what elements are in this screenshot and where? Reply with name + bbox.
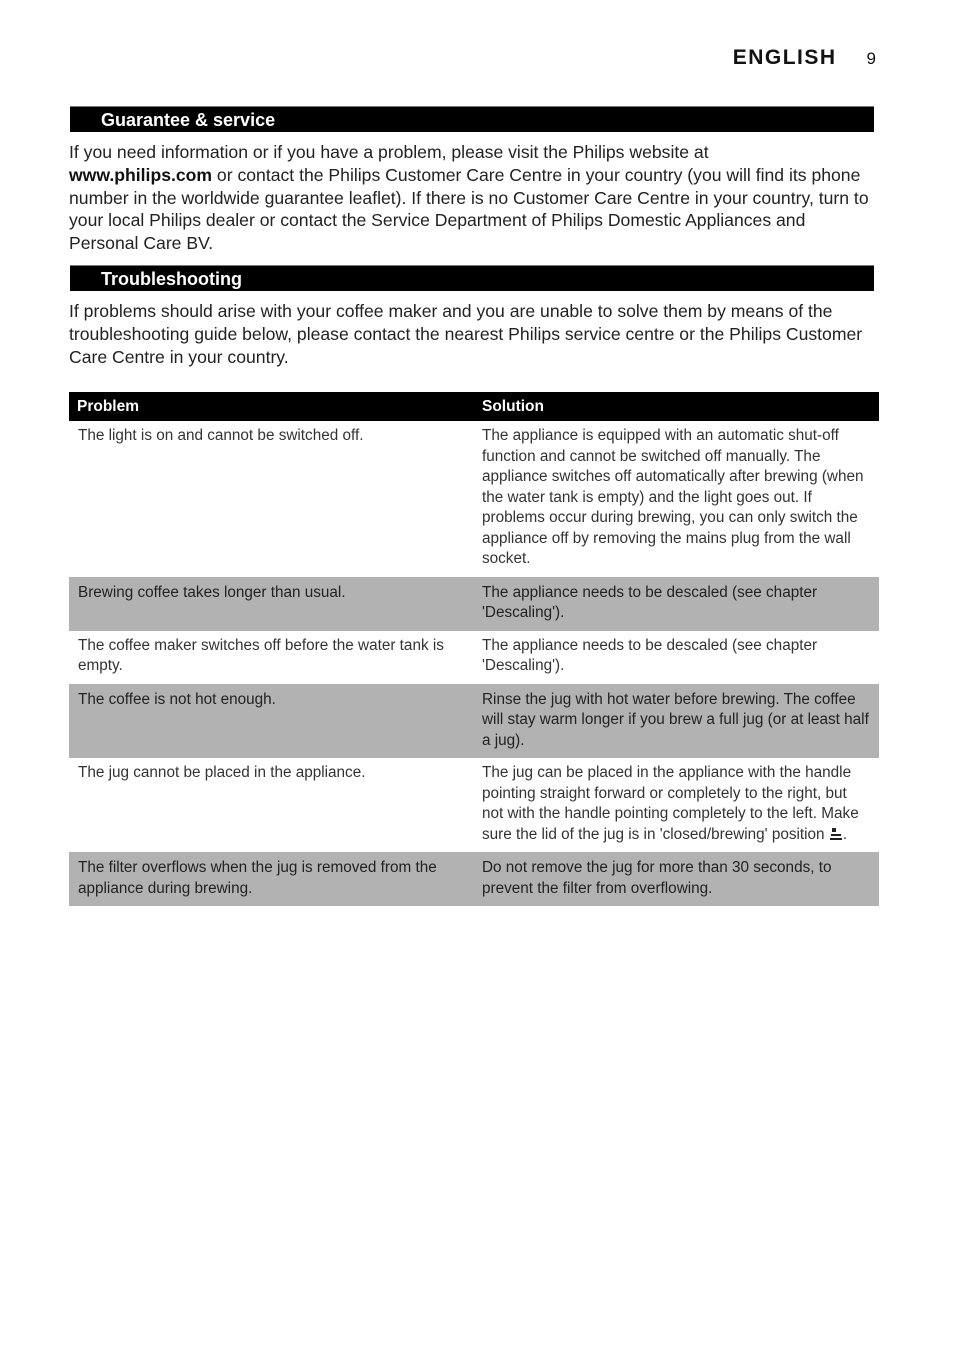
troubleshooting-intro: If problems should arise with your coffee maker and you are unable to solve them by means of the troubleshooting guide below, please contact the nearest Philips service centre or the Philips Customer Care Centre in your country. bbox=[69, 301, 863, 367]
troubleshooting-section-heading: Troubleshooting bbox=[70, 265, 874, 291]
problem-cell: The light is on and cannot be switched off. bbox=[69, 421, 474, 577]
table-header-row bbox=[69, 392, 879, 421]
problem-cell: The coffee is not hot enough. bbox=[69, 684, 474, 758]
solution-cell: The appliance needs to be descaled (see chapter 'Descaling'). bbox=[474, 577, 879, 631]
solution-text: The jug can be placed in the appliance with the handle pointing straight forward or completely to the right, but not with the handle pointing completely to the left. Make sure the lid of the jug is in 'closed/brewing' position bbox=[482, 764, 859, 843]
column-header-problem: Problem bbox=[69, 392, 474, 421]
solution-cell: Rinse the jug with hot water before brewing. The coffee will stay warm longer if you brew a full jug (or at least half a jug). bbox=[474, 684, 879, 758]
guarantee-paragraph bbox=[69, 141, 875, 255]
table-row bbox=[69, 421, 879, 577]
philips-website-link[interactable]: www.philips.com bbox=[69, 164, 213, 185]
table-row bbox=[69, 684, 879, 758]
table-row bbox=[69, 577, 879, 631]
problem-cell: The coffee maker switches off before the water tank is empty. bbox=[69, 631, 474, 685]
guarantee-text-after: or contact the Philips Customer Care Centre in your country (you will find its phone number in the worldwide guarantee leaflet). If there is no Customer Care Centre in your country, turn to your local Philips dealer or contact the Service Department of Philips Domestic Appliances and Personal Care BV. bbox=[69, 164, 869, 254]
problem-cell: The filter overflows when the jug is removed from the appliance during brewing. bbox=[69, 853, 474, 907]
page-number: 9 bbox=[866, 49, 876, 68]
solution-cell bbox=[474, 758, 879, 853]
language-label: ENGLISH bbox=[732, 46, 837, 69]
page-header bbox=[733, 46, 876, 70]
guarantee-section-heading: Guarantee & service bbox=[70, 106, 874, 132]
solution-cell: The appliance is equipped with an automatic shut-off function and cannot be switched off manually. The appliance switches off automatically after brewing (when the water tank is empty) and the light goes out. If problems occur during brewing, you can only switch the appliance off by removing the mains plug from the wall socket. bbox=[474, 421, 879, 577]
troubleshooting-table bbox=[69, 392, 879, 906]
problem-cell: Brewing coffee takes longer than usual. bbox=[69, 577, 474, 631]
guarantee-text-before: If you need information or if you have a problem, please visit the Philips website at bbox=[69, 142, 709, 162]
solution-text-end: . bbox=[842, 825, 848, 843]
solution-cell: The appliance needs to be descaled (see chapter 'Descaling'). bbox=[474, 631, 879, 685]
solution-cell: Do not remove the jug for more than 30 seconds, to prevent the filter from overflowing. bbox=[474, 853, 879, 907]
column-header-solution: Solution bbox=[474, 392, 879, 421]
problem-cell: The jug cannot be placed in the appliance. bbox=[69, 758, 474, 853]
closed-brewing-position-icon bbox=[829, 827, 843, 841]
table-row bbox=[69, 758, 879, 853]
table-row bbox=[69, 631, 879, 685]
table-row bbox=[69, 853, 879, 907]
